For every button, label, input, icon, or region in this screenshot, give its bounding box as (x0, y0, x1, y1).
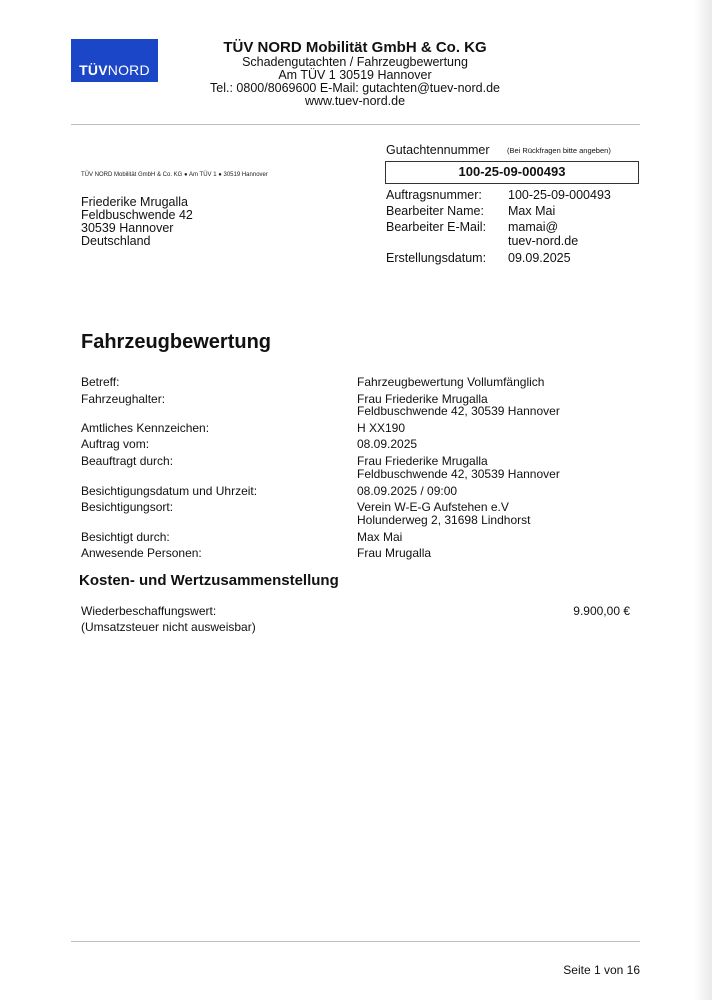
recipient-country: Deutschland (81, 234, 151, 248)
header-line-4: www.tuev-nord.de (304, 94, 406, 108)
recipient-street: Feldbuschwende 42 (81, 208, 193, 222)
sender-line: TÜV NORD Mobilität GmbH & Co. KG ● Am TÜV 1 ● 30519 Hannover (81, 172, 268, 178)
vat-note: (Umsatzsteuer nicht ausweisbar) (81, 620, 256, 634)
persons-present-label: Anwesende Personen: (81, 546, 202, 560)
editor-email-label: Bearbeiter E-Mail: (386, 220, 487, 234)
creation-date-label: Erstellungsdatum: (386, 251, 487, 265)
costs-heading: Kosten- und Wertzusammenstellung (79, 572, 339, 589)
inspection-location-name: Verein W-E-G Aufstehen e.V (357, 500, 509, 514)
header-divider (71, 124, 640, 125)
page-number: Seite 1 von 16 (563, 963, 640, 977)
vehicle-owner-label: Fahrzeughalter: (81, 392, 166, 406)
subject-value: Fahrzeugbewertung Vollumfänglich (357, 375, 545, 389)
subject-label: Betreff: (81, 375, 120, 389)
inspection-datetime-label: Besichtigungsdatum und Uhrzeit: (81, 484, 258, 498)
license-plate-label: Amtliches Kennzeichen: (81, 421, 210, 435)
footer-divider (71, 941, 640, 942)
replacement-value-label: Wiederbeschaffungswert: (81, 604, 217, 618)
tuev-nord-logo (71, 39, 158, 82)
commissioned-by-address: Feldbuschwende 42, 30539 Hannover (357, 467, 560, 481)
report-number-note: (Bei Rückfragen bitte angeben) (507, 146, 611, 155)
replacement-value-amount: 9.900,00 € (573, 604, 630, 618)
header-line-1: Schadengutachten / Fahrzeugbewertung (242, 55, 468, 69)
inspection-location-address: Holunderweg 2, 31698 Lindhorst (357, 513, 531, 527)
logo-wordmark: TÜVNORD (79, 62, 150, 78)
report-number-box: 100-25-09-000493 (385, 161, 639, 184)
license-plate-value: H XX190 (357, 421, 406, 435)
order-date-value: 08.09.2025 (357, 437, 418, 451)
creation-date-value: 09.09.2025 (508, 251, 571, 265)
inspected-by-value: Max Mai (357, 530, 403, 544)
recipient-city: 30539 Hannover (81, 221, 174, 235)
page-title: Fahrzeugbewertung (81, 331, 272, 353)
header-line-2: Am TÜV 1 30519 Hannover (278, 68, 432, 82)
page-edge-shadow (694, 0, 712, 1000)
report-number-label: Gutachtennummer (386, 143, 490, 157)
vehicle-owner-address: Feldbuschwende 42, 30539 Hannover (357, 404, 560, 418)
commissioned-by-name: Frau Friederike Mrugalla (357, 454, 488, 468)
inspected-by-label: Besichtigt durch: (81, 530, 170, 544)
editor-email-value-1: mamai@ (508, 220, 559, 234)
header-line-3: Tel.: 0800/8069600 E-Mail: gutachten@tuev-nord.de (210, 81, 500, 95)
order-date-label: Auftrag vom: (81, 437, 150, 451)
editor-name-value: Max Mai (508, 204, 556, 218)
inspection-datetime-value: 08.09.2025 / 09:00 (357, 484, 458, 498)
inspection-location-label: Besichtigungsort: (81, 500, 174, 514)
company-name: TÜV NORD Mobilität GmbH & Co. KG (223, 39, 487, 56)
order-number-value: 100-25-09-000493 (508, 188, 611, 202)
editor-name-label: Bearbeiter Name: (386, 204, 484, 218)
editor-email-value-2: tuev-nord.de (508, 234, 579, 248)
recipient-name: Friederike Mrugalla (81, 195, 188, 209)
order-number-label: Auftragsnummer: (386, 188, 482, 202)
vehicle-owner-name: Frau Friederike Mrugalla (357, 392, 488, 406)
commissioned-by-label: Beauftragt durch: (81, 454, 174, 468)
persons-present-value: Frau Mrugalla (357, 546, 432, 560)
